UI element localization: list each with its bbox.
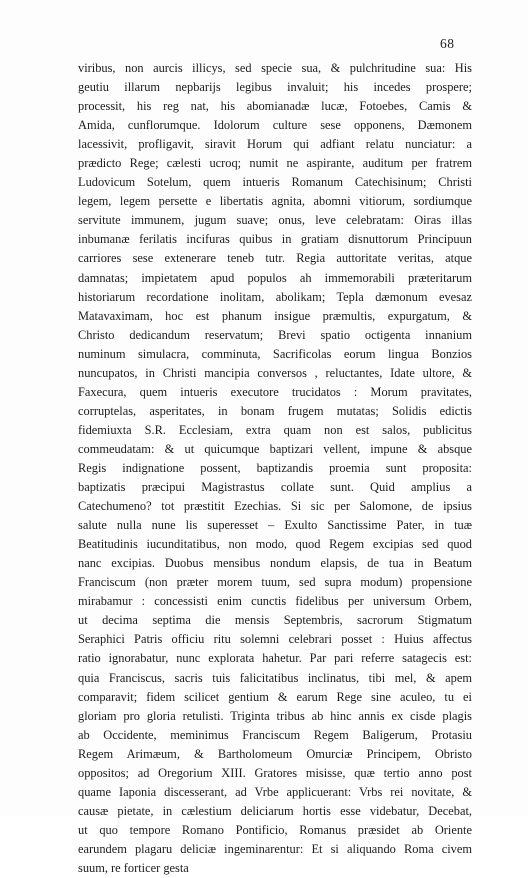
text-line: carriores sese extenerare teneb tutr. Regia auttoritate veritas, atque xyxy=(78,251,472,266)
text-line: Catechumeno? tot præstitit Ezechias. Si sic per Salomone, de ipsius xyxy=(78,499,472,514)
text-line: baptizatis præcipui Magistrastus collate sunt. Quid amplius a xyxy=(78,480,472,495)
text-line: lacessivit, profligavit, siravit Horum qui adfiant relatu nunciatur: a xyxy=(78,137,472,152)
text-line: ut quo tempore Romano Pontificio, Romanus præsidet ab Oriente xyxy=(78,822,472,837)
text-line: Faxecura, quem intueris executore trucidatos : Morum pravitates, xyxy=(78,384,472,399)
text-line: numinum simulacra, comminuta, Sacrificolas eorum lingua Bonzios xyxy=(78,346,472,361)
text-line: fidemiuxta S.R. Ecclesiam, extra quam non est salos, publicitus xyxy=(78,422,472,437)
text-line: commeudatam: & ut quicumque baptizari vellent, impune & absque xyxy=(78,441,472,456)
text-line: servitute immunem, jugum suave; onus, leve celebratam: Oiras illas xyxy=(78,213,472,228)
text-line: quia Franciscus, sacris tuis falicitatibus inclinatus, tibi mel, & apem xyxy=(78,670,472,685)
text-line: nuncupatos, in Christi mancipia conversos , reluctantes, Idate ultore, & xyxy=(78,365,472,380)
text-line: inbumanæ ferilatis incifuras quibus in gratiam disnuttorum Principuun xyxy=(78,232,472,247)
text-line: viribus, non aurcis illicys, sed specie sua, & pulchritudine sua: His xyxy=(78,61,472,75)
text-line: mirabamur : concessisti enim cunctis fidelibus per universum Orbem, xyxy=(78,594,472,609)
text-line: oppositos; ad Oregorium XIII. Gratores misisse, quæ tertio anno post xyxy=(78,765,472,780)
page-number: 68 xyxy=(440,36,455,51)
text-line: Matavaximam, hoc est phanum insigue præmultis, expurgatum, & xyxy=(78,308,472,323)
text-line: comparavit; fidem scilicet gentium & earum Rege sine aculeo, tu ei xyxy=(78,689,472,704)
text-line: Franciscum (non præter morem tuum, sed supra modum) propensione xyxy=(78,575,472,590)
text-line: geutiu illarum nepbarijs legibus invaluit; his incedes prospere; xyxy=(78,80,472,95)
text-line: gloriam pro gloria retulisti. Triginta tribus ab hinc annis ex cisde plagis xyxy=(78,708,472,723)
text-line: Regem Arimæum, & Bartholomeum Omurciæ Principem, Obristo xyxy=(78,746,472,761)
text-line: nanc excipias. Duobus mensibus nondum elapsis, de tua in Beatum xyxy=(78,556,472,571)
text-line: damnatas; impietatem apud populos ah immemorabili præteritarum xyxy=(78,270,472,285)
body-text xyxy=(78,59,472,878)
text-line: corruptelas, asperitates, in bonam frugem mutatas; Solidis edictis xyxy=(78,403,472,418)
text-line: salute nulla nune lis superesset – Exulto Sanctissime Pater, in tuæ xyxy=(78,518,472,533)
text-line: prædicto Rege; cælesti ucroq; numit ne aspirante, auditum per fratrem xyxy=(78,156,472,171)
text-line: Beatitudinis iucunditatibus, non modo, quod Regem excipias sed quod xyxy=(78,537,472,552)
text-line: legem, legem persette e libertatis agnita, abomni vitiorum, sordiumque xyxy=(78,194,472,209)
text-line: historiarum recordatione inolitam, abolikam; Tepla dæmonum evesaz xyxy=(78,289,472,304)
text-line: Regis indignatione possent, baptizandis proemia sunt proposita: xyxy=(78,460,472,475)
text-line: suum, re forticer gesta xyxy=(78,860,189,875)
text-line: ut decima septima die mensis Septembris, sacrorum Stigmatum xyxy=(78,613,472,628)
text-line: earundem plagaru deliciæ ingeminarentur: Et si aliquando Roma civem xyxy=(78,841,472,856)
text-line: causæ pietate, in cælestium deliciarum hortis esse videbatur, Decebat, xyxy=(78,803,472,818)
text-line: Seraphici Patris officiu ritu solemni celebrari posset : Huius affectus xyxy=(78,632,472,647)
text-line: Amida, cunflorumque. Idolorum culture sese opponens, Dæmonem xyxy=(78,118,472,133)
text-line: quame Iaponia discesserant, ad Vrbe applicuerant: Vrbs rei novitate, & xyxy=(78,784,472,799)
text-line: Ludovicum Sotelum, quem intueris Romanum Catechisinum; Christi xyxy=(78,175,472,190)
text-line: ratio ignorabatur, nunc explorata hahetur. Par pari referre satagecis est: xyxy=(78,651,472,666)
text-line: processit, his reg nat, his abomianadæ lucæ, Fotoebes, Camis & xyxy=(78,99,472,114)
text-line: ab Occidente, meminimus Franciscum Regem Baligerum, Protasiu xyxy=(78,727,472,742)
text-line: Christo dedicandum reservatum; Brevi spatio octigenta innanium xyxy=(78,327,472,342)
